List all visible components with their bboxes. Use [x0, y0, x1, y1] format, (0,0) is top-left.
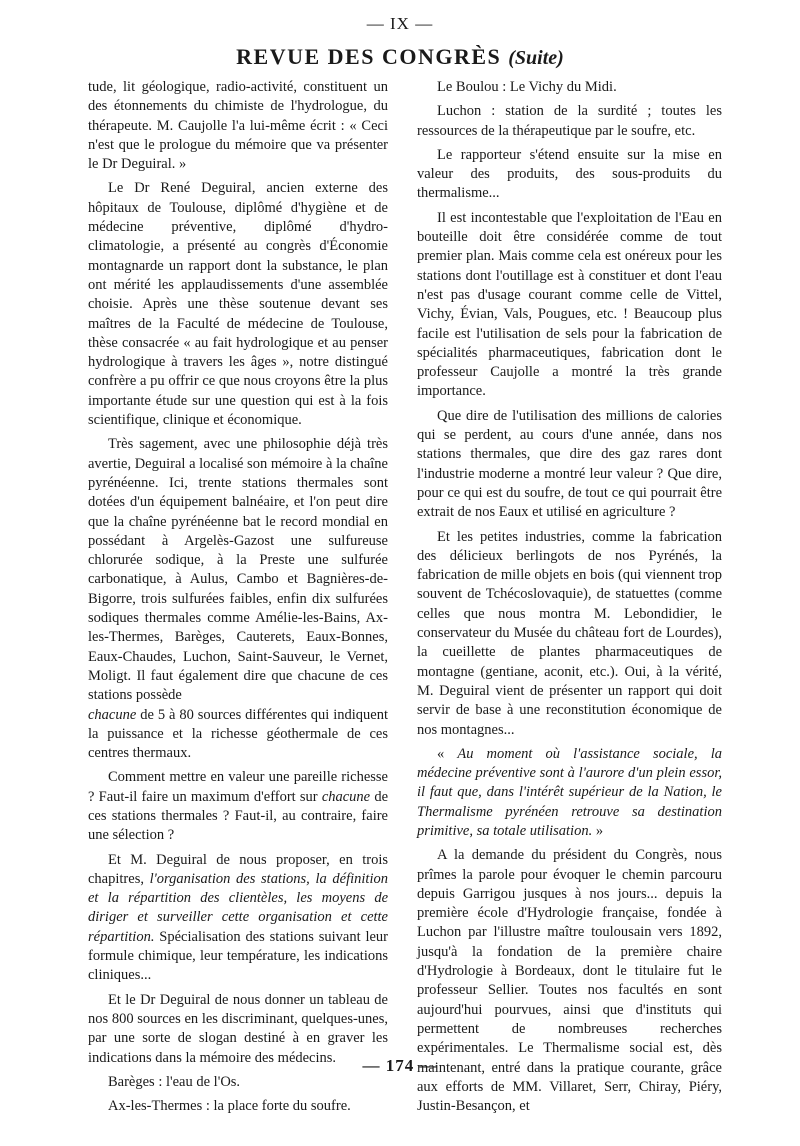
paragraph [88, 706, 388, 764]
quote-close: » [592, 822, 604, 839]
paragraph: Le rapporteur s'étend ensuite sur la mise en valeur des produits, des sous-produits du thermalisme... [417, 146, 722, 202]
emphasis: l'organisation des stations, la définition et la répartition des clientèles, les moyens de diriger et surveiller cette organisation et cette répartition. [88, 870, 388, 945]
heading-suffix: (Suite) [508, 47, 564, 69]
quote-text: Au moment où l'assistance sociale, la médecine préventive sont à l'aurore d'un plein essor, il faut que, dans l'intérêt supérieur de la Nation, le Thermalisme pyrénéen retrouve sa destination primitive, sa totale utilisation. [417, 745, 722, 839]
emphasis: chacune [321, 788, 371, 805]
right-column [417, 78, 722, 1116]
paragraph: Très sagement, avec une philosophie déjà très avertie, Deguiral a localisé son mémoire à la chaîne pyrénéenne. Ici, trente stations thermales sont dotées d'un équipement balnéaire, et l'on peut dire que la chaîne pyrénéenne bat le record mondial en possédant à Argelès-Gazost une sulfureuse chlorurée sodique, à la Preste une sulfurée carbonatique, à Aulus, Cambo et Bagnières-de-Bigorre, trois sulfurées faibles, enfin dix sulfurées sodiques thermales comme Amélie-les-Bains, Ax-les-Thermes, Barèges, Cauterets, Eaux-Bonnes, Eaux-Chaudes, Luchon, Saint-Sauveur, le Vernet, Moligt. Il faut également dire que chacune de ces stations possède [88, 436, 388, 704]
paragraph: Il est incontestable que l'exploitation de l'Eau en bouteille doit être considérée comme de tout premier plan. Mais comme cela est onéreux pour les stations dont l'outillage est à constituer et dont l'eau n'est pas d'usage courant comme celle de Vittel, Vichy, Évian, Vals, Pougues, etc. ! Beaucoup plus facile est l'utilisation de sels pour la fabrication de spécialités pharmaceutiques, fabrication dont le professeur Caujolle a montré la très grande importance. [417, 209, 722, 400]
paragraph: Luchon : station de la surdité ; toutes les ressources de la thérapeutique par le soufre, etc. [417, 103, 722, 139]
paragraph: Barèges : l'eau de l'Os. [108, 1073, 241, 1090]
left-column [88, 78, 388, 1116]
quote-paragraph [417, 745, 722, 841]
text-run: de 5 à 80 sources différentes qui indiquent la puissance et la richesse géothermale de ces centres thermaux. [88, 706, 388, 762]
paragraph: tude, lit géologique, radio-activité, constituent un des étonnements du chimiste de l'hydrologue, du thérapeute. M. Caujolle l'a lui-même écrit : « Ceci n'est que le prologue du mémoire que va présenter le Dr Deguiral. » [88, 79, 388, 173]
paragraph: Ax-les-Thermes : la place forte du soufre. [108, 1098, 351, 1115]
roman-folio: — IX — [366, 14, 434, 33]
quote-open: « [437, 745, 458, 762]
paragraph: Le Boulou : Le Vichy du Midi. [437, 79, 617, 95]
text-run: Et M. Deguiral de nous proposer, en trois chapitres, [88, 851, 388, 887]
text-run: Spécialisation des stations suivant leur formule chimique, leur température, les indications cliniques... [88, 928, 388, 984]
section-heading [0, 44, 800, 70]
text-run: de ces stations thermales ? Faut-il, au contraire, faire une sélection ? [88, 788, 389, 844]
emphasis: chacune [88, 706, 137, 723]
paragraph: Le Dr René Deguiral, ancien externe des hôpitaux de Toulouse, diplômé d'hygiène et de médecine préventive, diplômé d'hydro-climatologie, a présenté au congrès d'Économie montagnarde un rapport dont la substance, le plan ont mérité les applaudissements d'une assemblée choisie. Après une thèse soutenue devant ses maîtres de la Faculté de médecine de Toulouse, thèse consacrée « au fait hydrologique et au penser hydrologique à travers les âges », notre distingué confrère a pu offrir ce que nous croyons être la plus importante étude sur une question qui est à la fois scientifique, clinique et économique. [88, 180, 388, 429]
paragraph: Que dire de l'utilisation des millions de calories qui se perdent, au cours d'une année, dans nos stations thermales, que dire des gaz rares dont l'industrie moderne a montré leur valeur ? Que dire, pour ce qui est du soufre, de tout ce qui pourrait être extrait de nos Eaux et utilisé en agriculture ? [417, 407, 722, 521]
paragraph: A la demande du président du Congrès, nous prîmes la parole pour évoquer le chemin parcouru depuis Garrigou jusques à nos jours... depuis la première école d'Hydrologie française, fondée à Luchon par l'illustre maître toulousain vers 1892, jusqu'à la fondation de la première chaire d'Hydrologie à Bordeaux, dont le titulaire fut le professeur Sellier. Toutes nos facultés en sont aujourd'hui pourvues, ainsi que d'instituts qui permettent de nombreuses recherches expérimentales. Le Thermalisme social est, dès maintenant, entré dans la pratique courante, grâce aux efforts de MM. Villaret, Serr, Chiray, Piéry, Justin-Besançon, et [417, 847, 722, 1115]
paragraph: Et les petites industries, comme la fabrication des délicieux berlingots de nos Pyrénés, la fabrication de mille objets en bois (qui viennent trop souvent de Tchécoslovaquie), de statuettes (comme celles que nous montra M. Lebondidier, le conservateur du Musée du château fort de Lourdes), la cueillette de plantes pharmaceutiques de montagne (gentiane, aconit, etc.). Oui, à la vérité, M. Deguiral vient de présenter un rapport qui doit servir de base à une reconstitution économique de nos montagnes... [417, 528, 722, 738]
heading-title: REVUE DES CONGRÈS [236, 44, 502, 69]
text-run: Comment mettre en valeur une pareille richesse ? Faut-il faire un maximum d'effort sur [88, 769, 388, 805]
paragraph [88, 768, 388, 845]
page-number: — 174 — [362, 1056, 438, 1075]
paragraph [88, 851, 388, 986]
paragraph: Et le Dr Deguiral de nous donner un tableau de nos 800 sources en les discriminant, quelques-unes, par une sorte de slogan destiné à en graver les indications dans la mémoire des médecins. [88, 991, 388, 1066]
